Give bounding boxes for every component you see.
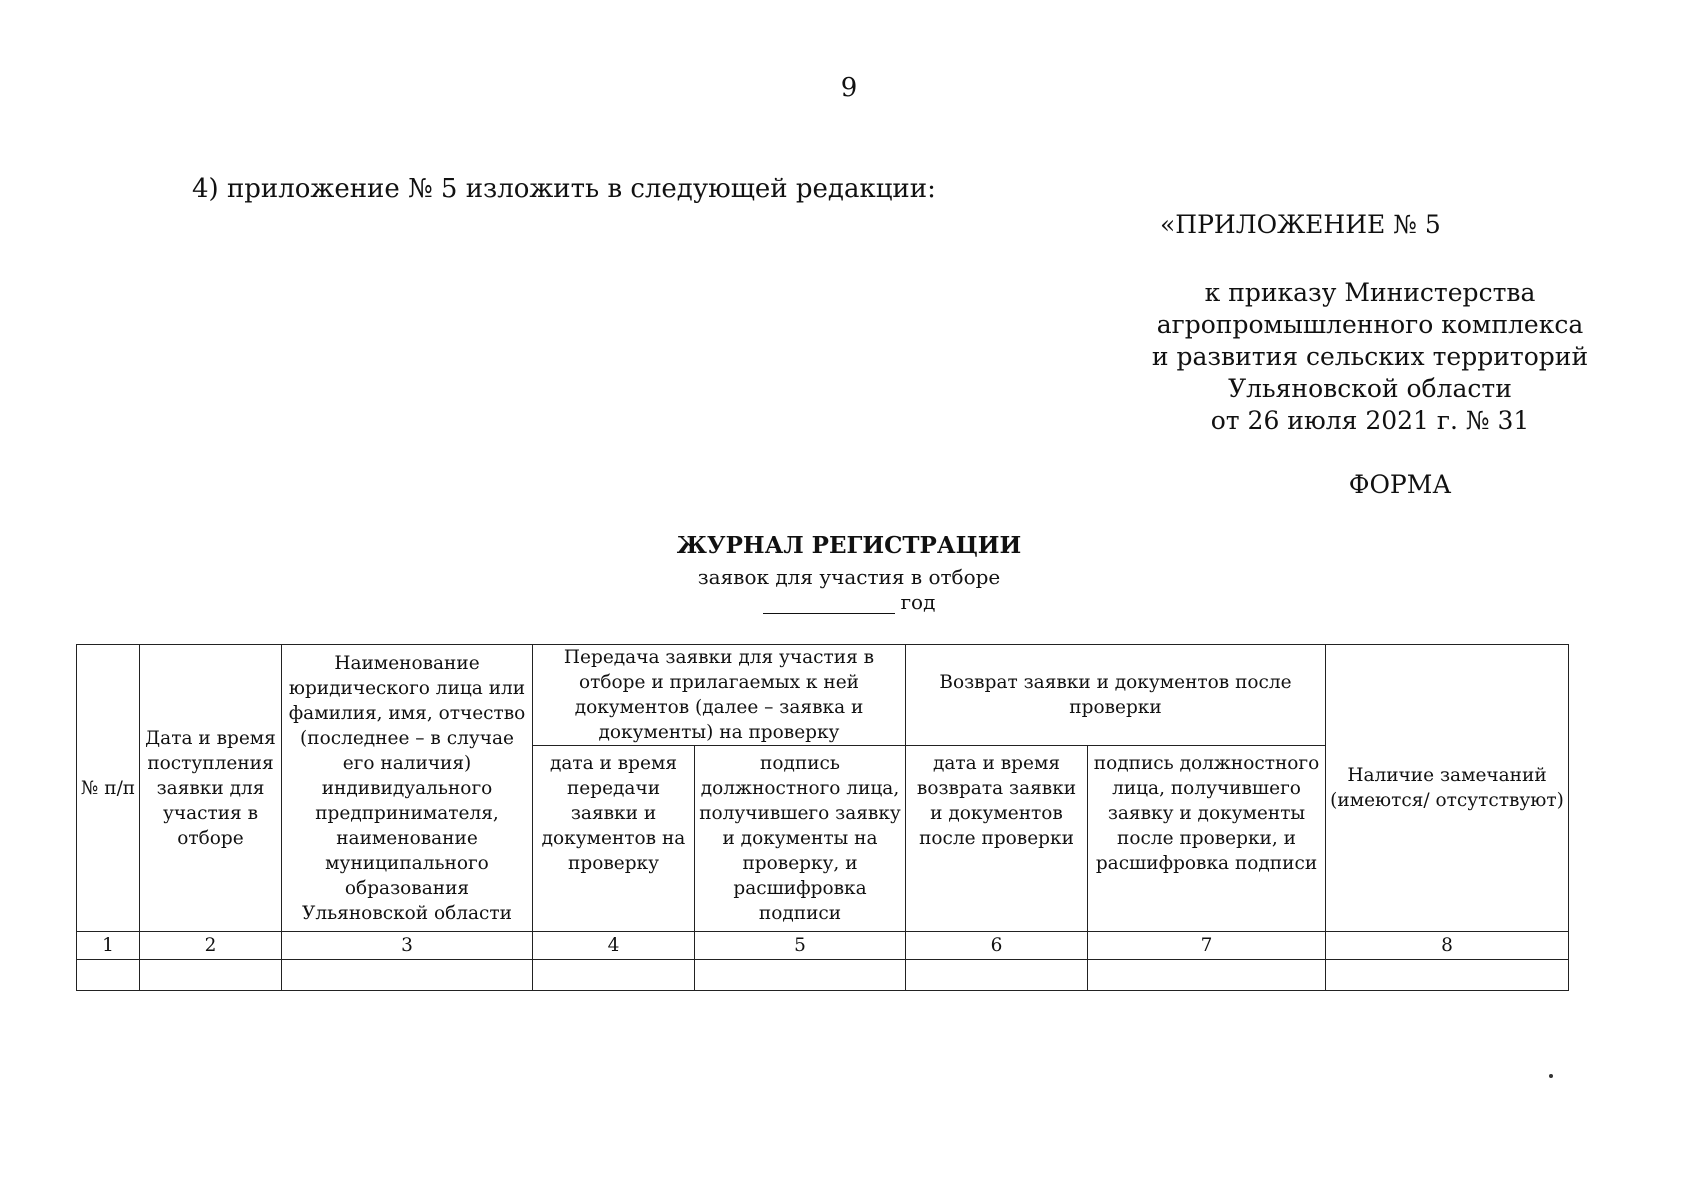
column-number: 1 xyxy=(77,932,140,960)
column-number: 5 xyxy=(695,932,906,960)
column-number-row xyxy=(77,932,1569,960)
column-number: 3 xyxy=(282,932,533,960)
document-subtitle: заявок для участия в отборе xyxy=(697,565,1001,589)
year-suffix: год xyxy=(900,590,936,614)
order-line: от 26 июля 2021 г. № 31 xyxy=(1210,406,1530,435)
document-title: ЖУРНАЛ РЕГИСТРАЦИИ xyxy=(676,532,1022,559)
order-line: и развития сельских территорий xyxy=(1151,342,1589,371)
empty-cell xyxy=(1088,960,1326,991)
header-return-signature: подпись должностного лица, получившего заявку и документы после проверки, и расшифровка подписи xyxy=(1088,746,1326,932)
header-received-datetime: Дата и время поступления заявки для участия в отборе xyxy=(140,645,282,932)
registration-journal-table xyxy=(76,644,1569,991)
header-transfer-signature: подпись должностного лица, получившего заявку и документы на проверку, и расшифровка подписи xyxy=(695,746,906,932)
year-line xyxy=(0,590,1698,614)
empty-cell xyxy=(1326,960,1569,991)
empty-cell xyxy=(140,960,282,991)
header-group-return: Возврат заявки и документов после проверки xyxy=(906,645,1326,746)
empty-cell xyxy=(695,960,906,991)
empty-cell xyxy=(77,960,140,991)
order-line: Ульяновской области xyxy=(1228,374,1512,403)
column-number: 6 xyxy=(906,932,1088,960)
header-applicant-name: Наименование юридического лица или фамилия, имя, отчество (последнее – в случае его наличия) индивидуального предпринимателя, наименование муниципального образования Ульяновской области xyxy=(282,645,533,932)
empty-cell xyxy=(533,960,695,991)
header-return-datetime: дата и время возврата заявки и документов после проверки xyxy=(906,746,1088,932)
column-number: 2 xyxy=(140,932,282,960)
order-line: к приказу Министерства xyxy=(1204,278,1536,307)
form-label: ФОРМА xyxy=(1348,470,1452,499)
scan-speck xyxy=(1549,1074,1553,1078)
amendment-intro: 4) приложение № 5 изложить в следующей редакции: xyxy=(192,174,936,204)
header-group-transfer: Передача заявки для участия в отборе и прилагаемых к ней документов (далее – заявка и документы) на проверку xyxy=(533,645,906,746)
column-number: 8 xyxy=(1326,932,1569,960)
header-transfer-datetime: дата и время передачи заявки и документов на проверку xyxy=(533,746,695,932)
order-line: агропромышленного комплекса xyxy=(1156,310,1584,339)
header-row-groups xyxy=(77,645,1569,746)
order-reference xyxy=(1130,277,1610,437)
empty-entry-row xyxy=(77,960,1569,991)
page-number: 9 xyxy=(840,73,858,103)
appendix-heading: «ПРИЛОЖЕНИЕ № 5 xyxy=(1160,210,1441,239)
column-number: 4 xyxy=(533,932,695,960)
empty-cell xyxy=(282,960,533,991)
column-number: 7 xyxy=(1088,932,1326,960)
header-number: № п/п xyxy=(77,645,140,932)
empty-cell xyxy=(906,960,1088,991)
year-blank xyxy=(763,593,895,614)
header-remarks: Наличие замечаний (имеются/ отсутствуют) xyxy=(1326,645,1569,932)
